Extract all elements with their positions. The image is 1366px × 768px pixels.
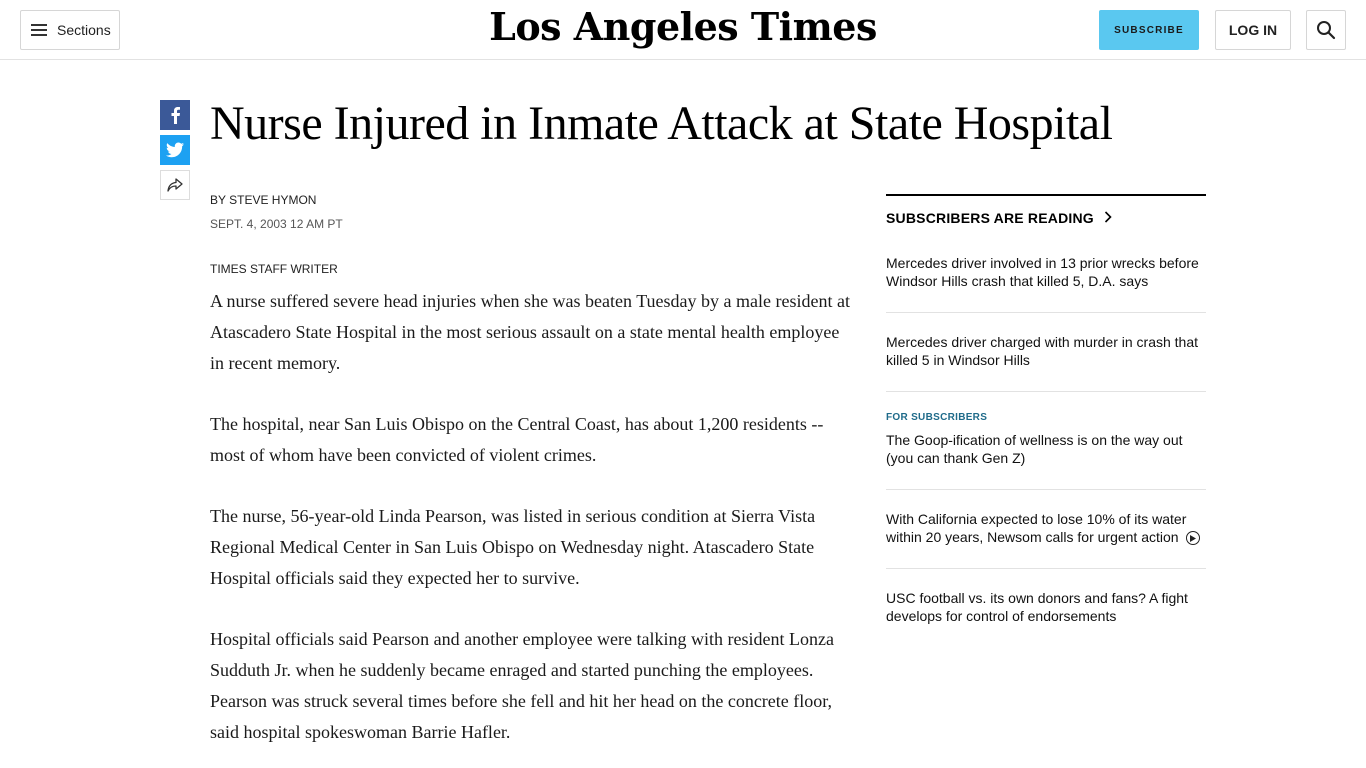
story-link[interactable]: USC football vs. its own donors and fans? A fight develops for control of endorsements (886, 590, 1188, 624)
share-icon (167, 178, 183, 192)
login-button[interactable]: LOG IN (1215, 10, 1291, 50)
article-date: SEPT. 4, 2003 12 AM PT (210, 217, 343, 231)
article-byline[interactable]: BY STEVE HYMON (210, 193, 317, 207)
list-item (886, 589, 1206, 647)
share-bar (160, 100, 190, 205)
search-icon (1316, 20, 1336, 40)
list-item (886, 412, 1206, 490)
search-button[interactable] (1306, 10, 1346, 50)
list-item (886, 254, 1206, 313)
article-paragraph: The nurse, 56-year-old Linda Pearson, was listed in serious condition at Sierra Vista Regional Medical Center in San Luis Obispo on Wednesday night. Atascadero State Hospital officials said they expected her to survive. (210, 506, 816, 588)
list-item (886, 510, 1206, 569)
twitter-icon (166, 142, 184, 158)
staff-writer-label: TIMES STAFF WRITER (210, 262, 338, 276)
story-link[interactable]: The Goop-ification of wellness is on the way out (you can thank Gen Z) (886, 432, 1183, 466)
sections-label: Sections (57, 22, 111, 38)
facebook-icon (169, 106, 181, 124)
list-item (886, 333, 1206, 392)
sidebar-heading-label: SUBSCRIBERS ARE READING (886, 210, 1094, 226)
more-share-button[interactable] (160, 170, 190, 200)
site-header (0, 0, 1366, 60)
article-headline: Nurse Injured in Inmate Attack at State Hospital (210, 97, 1113, 150)
facebook-share-button[interactable] (160, 100, 190, 130)
story-link[interactable] (886, 510, 1206, 546)
play-icon (1186, 531, 1200, 545)
for-subscribers-tag: FOR SUBSCRIBERS (886, 412, 988, 423)
article-paragraph: Hospital officials said Pearson and another employee were talking with resident Lonza Sudduth Jr. when he suddenly became enraged and started punching the employees. Pearson was struck several times before she fell and hit her head on the concrete floor, said hospital spokeswoman Barrie Hafler. (210, 629, 834, 742)
story-link[interactable]: Mercedes driver charged with murder in crash that killed 5 in Windsor Hills (886, 334, 1199, 368)
sidebar-list (886, 254, 1206, 647)
article-body (210, 286, 850, 768)
subscribers-reading-sidebar (886, 194, 1206, 667)
story-link-text: With California expected to lose 10% of its water within 20 years, Newsom calls for urgent action (886, 511, 1187, 545)
subscribe-button[interactable]: SUBSCRIBE (1099, 10, 1199, 50)
chevron-right-icon (1104, 210, 1112, 226)
article-paragraph: A nurse suffered severe head injuries when she was beaten Tuesday by a male resident at Atascadero State Hospital in the most serious assault on a state mental health employee in recent memory. (210, 291, 850, 373)
story-link[interactable]: Mercedes driver involved in 13 prior wrecks before Windsor Hills crash that killed 5, D.A. says (886, 255, 1199, 289)
subscribers-reading-heading[interactable] (886, 210, 1206, 226)
site-logo[interactable]: Los Angeles Times (489, 4, 877, 49)
twitter-share-button[interactable] (160, 135, 190, 165)
article-paragraph: The hospital, near San Luis Obispo on the Central Coast, has about 1,200 residents -- most of whom have been convicted of violent crimes. (210, 414, 824, 465)
